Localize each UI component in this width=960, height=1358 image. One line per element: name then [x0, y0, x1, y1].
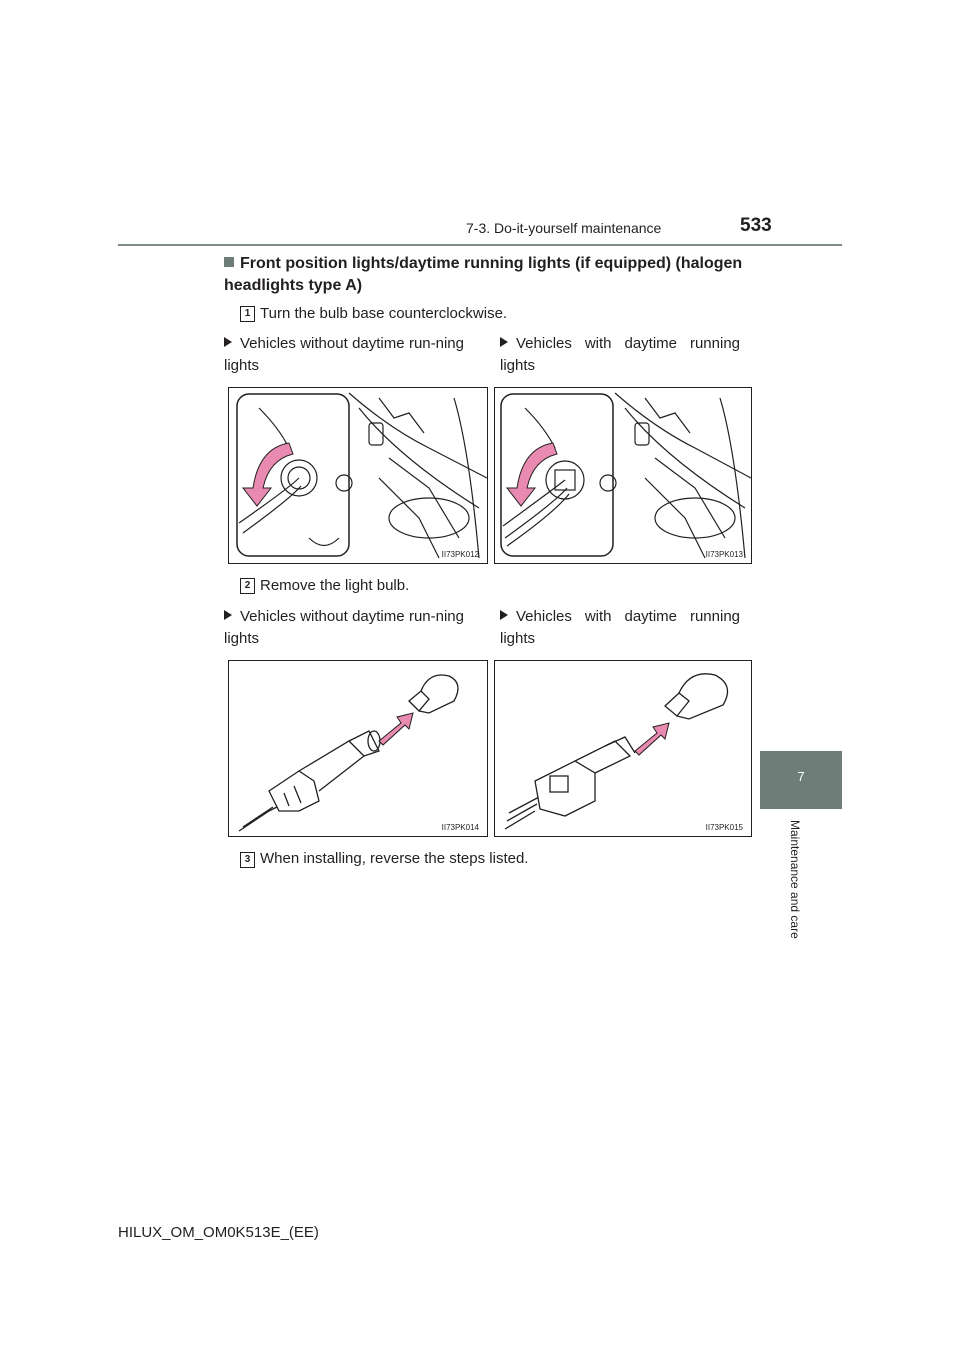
- triangle-bullet-icon: [500, 610, 508, 620]
- page-number: 533: [740, 215, 772, 236]
- headlight-rear-illustration: [495, 388, 751, 563]
- step-2-text: Remove the light bulb.: [260, 577, 410, 594]
- section-square-icon: [224, 257, 234, 267]
- variant-label: Vehicles without daytime run-ning lights: [224, 608, 464, 647]
- step-number-1: 1: [240, 306, 255, 322]
- step-3-text: When installing, reverse the steps listed.: [260, 850, 529, 867]
- chapter-number: 7: [797, 769, 805, 784]
- triangle-bullet-icon: [224, 337, 232, 347]
- triangle-bullet-icon: [500, 337, 508, 347]
- step-2-variant-without-drl: [224, 606, 464, 650]
- figure-bulb-removal-with-drl: [494, 660, 752, 837]
- variant-label: Vehicles without daytime run-ning lights: [224, 335, 464, 374]
- figure-code: II73PK014: [441, 823, 479, 832]
- figure-bulb-base-without-drl: [228, 387, 488, 564]
- document-code: HILUX_OM_OM0K513E_(EE): [118, 1224, 319, 1241]
- figure-code: II73PK013: [705, 550, 743, 559]
- chapter-label: Maintenance and care: [788, 820, 802, 939]
- section-title: [224, 253, 744, 297]
- bulb-socket-illustration: [229, 661, 487, 836]
- chapter-tab[interactable]: [760, 751, 842, 809]
- header-divider: [118, 244, 842, 246]
- step-1-variant-with-drl: [500, 333, 740, 377]
- step-number-2: 2: [240, 578, 255, 594]
- figure-code: II73PK015: [705, 823, 743, 832]
- bulb-socket-illustration: [495, 661, 751, 836]
- step-1-variant-without-drl: [224, 333, 464, 377]
- step-2-variant-with-drl: [500, 606, 740, 650]
- variant-label: Vehicles with daytime running lights: [500, 335, 740, 374]
- figure-code: II73PK012: [441, 550, 479, 559]
- step-1-text: Turn the bulb base counterclockwise.: [260, 305, 508, 322]
- step-number-3: 3: [240, 852, 255, 868]
- figure-bulb-removal-without-drl: [228, 660, 488, 837]
- headlight-rear-illustration: [229, 388, 487, 563]
- variant-label: Vehicles with daytime running lights: [500, 608, 740, 647]
- header-section-title: 7-3. Do-it-yourself maintenance: [466, 220, 662, 236]
- section-title-text: Front position lights/daytime running lights (if equipped) (halogen headlights type A): [224, 255, 743, 294]
- figure-bulb-base-with-drl: [494, 387, 752, 564]
- triangle-bullet-icon: [224, 610, 232, 620]
